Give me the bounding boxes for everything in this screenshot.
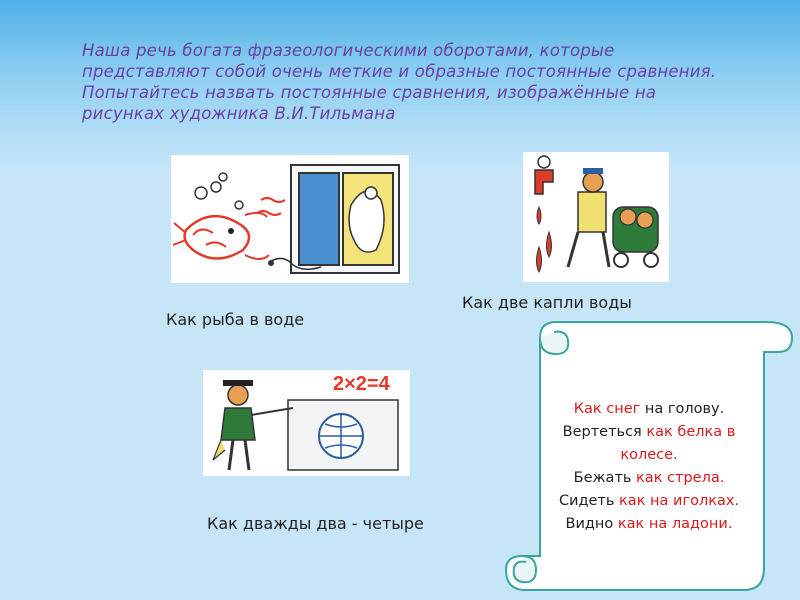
scroll-line — [540, 398, 758, 421]
scroll-line — [540, 467, 758, 490]
intro-text: Наша речь богата фразеологическими оборотами, которые представляют собой очень меткие и образные постоянные сравнения. Попытайтесь назвать постоянные сравнения, изображённые на рисунках художника В.И.Тильмана — [82, 41, 717, 123]
comparison-highlight: как белка в — [646, 424, 736, 440]
comparison-highlight: как на иголках. — [619, 493, 740, 509]
equation-label: 2×2=4 — [333, 373, 390, 395]
fish-illustration — [171, 155, 409, 283]
caption-twice-two: Как дважды два - четыре — [207, 514, 424, 533]
comparison-highlight: как стрела. — [636, 470, 725, 486]
comparison-text: Вертеться — [562, 424, 647, 440]
comparison-text: Видно — [565, 516, 618, 532]
scroll-comparisons — [540, 398, 758, 536]
caption-drops: Как две капли воды — [462, 293, 632, 312]
comparison-text: на голову. — [640, 401, 725, 417]
scroll-line — [540, 444, 758, 467]
scroll-line — [540, 490, 758, 513]
caption-fish: Как рыба в воде — [166, 310, 305, 329]
comparison-text: Сидеть — [558, 493, 620, 509]
scroll-line — [540, 421, 758, 444]
comparison-text: Бежать — [573, 470, 637, 486]
drops-illustration — [523, 152, 669, 282]
comparison-highlight: как на ладони. — [617, 516, 733, 532]
comparison-highlight: колесе. — [620, 447, 678, 463]
twice-two-illustration — [203, 370, 410, 476]
comparison-highlight: Как снег — [573, 401, 641, 417]
scroll-line — [540, 513, 758, 536]
